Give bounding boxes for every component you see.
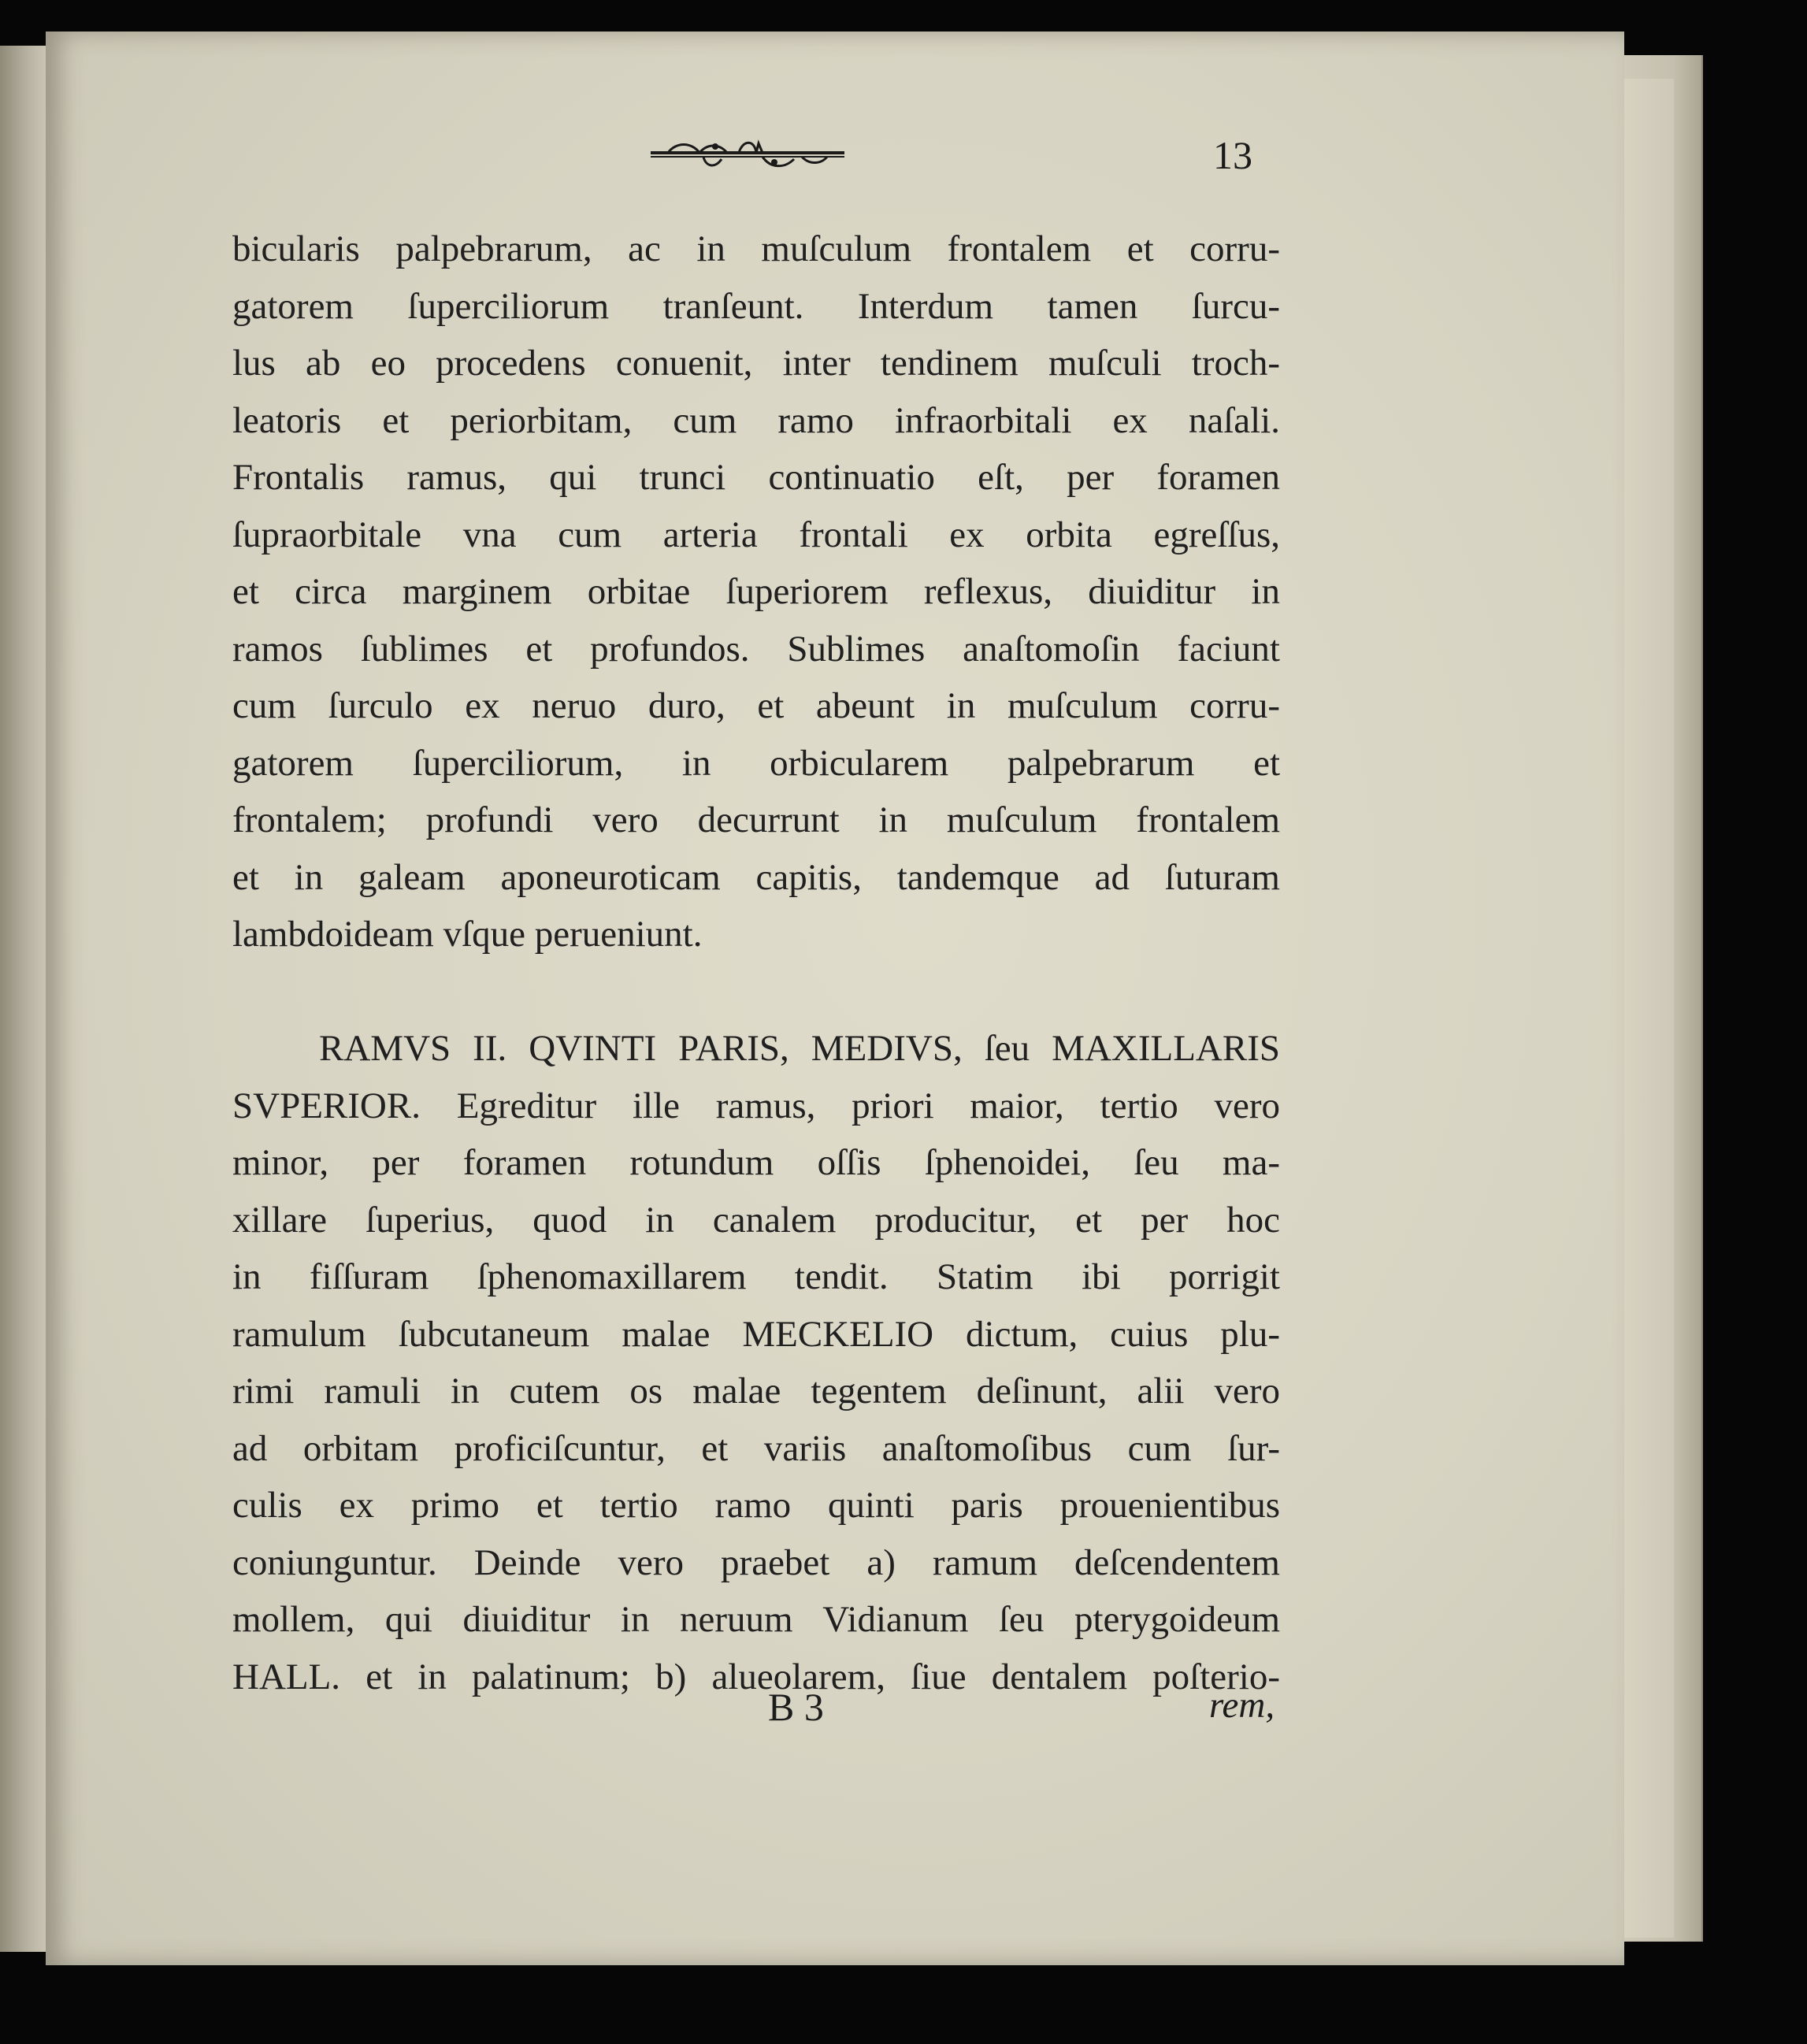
text-line: xillare ſuperius, quod in canalem producitur, et per hoc bbox=[232, 1199, 1280, 1241]
text-line: ſupraorbitale vna cum arteria frontali ex orbita egreſſus, bbox=[232, 514, 1280, 555]
text-line: SVPERIOR. Egreditur ille ramus, priori maior, tertio vero bbox=[232, 1085, 1280, 1126]
text-line: cum ſurculo ex neruo duro, et abeunt in muſculum corru- bbox=[232, 685, 1280, 726]
paragraph-gap bbox=[232, 963, 1280, 1021]
ornament-vignette-icon bbox=[644, 135, 851, 175]
text-line: coniunguntur. Deinde vero praebet a) ramum deſcendentem bbox=[232, 1541, 1280, 1583]
text-line: Frontalis ramus, qui trunci continuatio eſt, per foramen bbox=[232, 457, 1280, 498]
catchword: rem, bbox=[1209, 1685, 1275, 1726]
text-line: gatorem ſuperciliorum tranſeunt. Interdum tamen ſurcu- bbox=[232, 285, 1280, 327]
text-line: lus ab eo procedens conuenit, inter tendinem muſculi troch- bbox=[232, 343, 1280, 384]
page-number: 13 bbox=[1213, 133, 1252, 177]
text-line: culis ex primo et tertio ramo quinti paris prouenientibus bbox=[232, 1485, 1280, 1526]
text-line: ramulum ſubcutaneum malae MECKELIO dictum, cuius plu- bbox=[232, 1313, 1280, 1355]
body-text bbox=[232, 221, 1280, 1705]
text-line: minor, per foramen rotundum oſſis ſphenoidei, ſeu ma- bbox=[232, 1142, 1280, 1183]
facing-page-edge bbox=[0, 46, 47, 1952]
text-line: lambdoideam vſque perueniunt. bbox=[232, 914, 703, 955]
text-line: ramos ſublimes et profundos. Sublimes anaſtomoſin faciunt bbox=[232, 628, 1280, 670]
text-line: gatorem ſuperciliorum, in orbicularem palpebrarum et bbox=[232, 742, 1280, 784]
text-line: HALL. et in palatinum; b) alueolarem, ſiue dentalem poſterio- bbox=[232, 1656, 1280, 1697]
text-line: et in galeam aponeuroticam capitis, tandemque ad ſuturam bbox=[232, 856, 1280, 898]
section-heading-line: RAMVS II. QVINTI PARIS, MEDIVS, ſeu MAXILLARIS bbox=[319, 1028, 1280, 1069]
text-line: in fiſſuram ſphenomaxillarem tendit. Statim ibi porrigit bbox=[232, 1256, 1280, 1297]
text-line: frontalem; profundi vero decurrunt in muſculum frontalem bbox=[232, 799, 1280, 840]
text-line: rimi ramuli in cutem os malae tegentem deſinunt, alii vero bbox=[232, 1371, 1280, 1412]
text-line: ad orbitam proficiſcuntur, et variis anaſtomoſibus cum ſur- bbox=[232, 1427, 1280, 1469]
text-line: leatoris et periorbitam, cum ramo infraorbitali ex naſali. bbox=[232, 399, 1280, 441]
text-line: mollem, qui diuiditur in neruum Vidianum ſeu pterygoideum bbox=[232, 1599, 1280, 1640]
text-line: bicularis palpebrarum, ac in muſculum frontalem et corru- bbox=[232, 228, 1280, 269]
text-line: et circa marginem orbitae ſuperiorem reflexus, diuiditur in bbox=[232, 571, 1280, 612]
signature-mark: B 3 bbox=[768, 1685, 824, 1729]
